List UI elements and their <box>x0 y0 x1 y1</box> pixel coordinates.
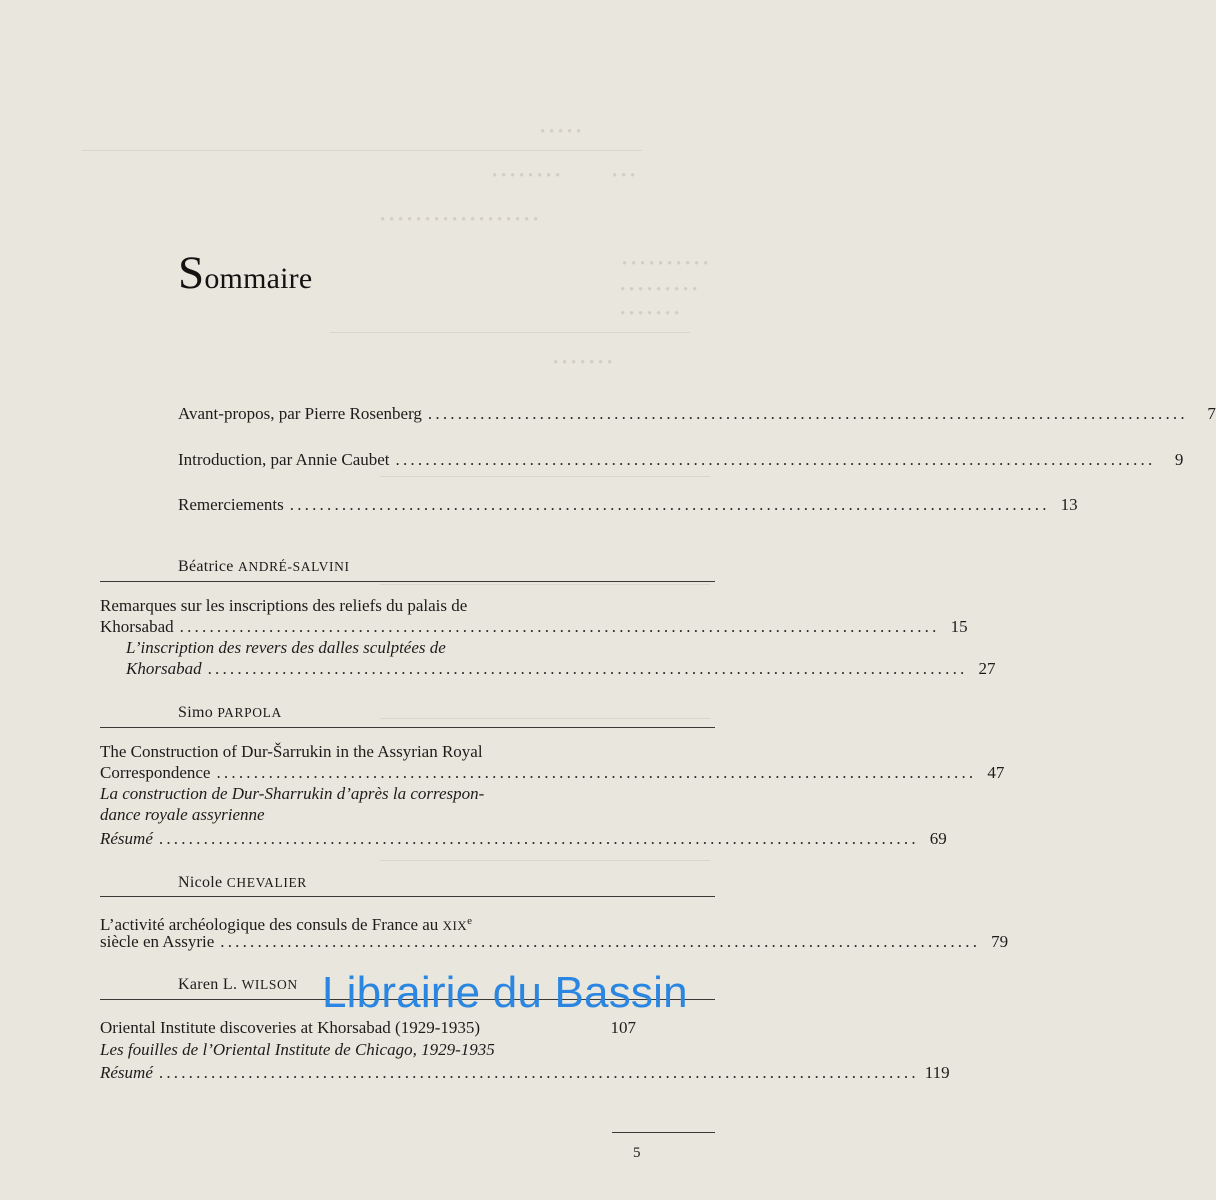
leader-dots: ...................................................................................................... <box>158 829 919 848</box>
page-ref: 7 <box>1207 404 1216 423</box>
leader-dots: ...................................................................................................... <box>216 763 977 782</box>
toc-subentry-line[interactable] <box>100 803 636 827</box>
section-rule <box>100 896 715 897</box>
entry-label: Remerciements <box>178 495 284 514</box>
entry-label: siècle en Assyrie <box>100 932 215 951</box>
subentry-text: L’inscription des revers des dalles sculptées de <box>126 638 446 657</box>
subentry-label: Khorsabad <box>126 659 202 678</box>
section-author: Simo PARPOLA <box>178 704 282 721</box>
book-page: • • • • • • • • • • • • • • • • • • • • • • • • • • • • • • • • • • • • • • • • • • • • • • • • • • • • • • • • • • • • • • • • • • • Sommaire Avant-propos, par Pierre Rosenberg ...................................................................................................... 7 Introduction, par Annie Caubet ...................................................................................................... 9 Remerciements ...................................................................................................... 13 Béatrice ANDRÉ-SALVINI Remarques sur les inscriptions des reliefs du palais de Khorsabad ...................................................................................................... 15 L’inscription des revers des dalles sculptées de Khorsabad ...................................................................................................... 27 Simo PARPOLA The Construction of Dur-Šarrukin in the Assyrian Royal Correspondence ...................................................................................................... 47 La construction de Dur-Sharrukin d’après la correspon- dance royale assyrienne Résumé ...................................................................................................... 69 Nicole CHEVALIER L’activité archéologique des consuls de France au XIXe siècle en Assyrie ...................................................................................................... 79 Karen L. WILSON Oriental Institute discoveries at Khorsabad (1929-1935) 107 Les fouilles de l’Oriental Institute de Chicago, 1929-1935 Résumé ...................................................................................................... 119 5 Librairie du Bassin <box>0 0 715 1200</box>
resume-label: Résumé <box>100 1063 153 1082</box>
footer-rule <box>612 1132 715 1133</box>
section-rule <box>100 581 715 582</box>
leader-dots: ...................................................................................................... <box>158 1063 919 1082</box>
leader-dots: ...................................................................................................... <box>179 617 940 636</box>
leader-dots: ...................................................................................................... <box>395 450 1156 469</box>
page-ref: 47 <box>987 763 1005 782</box>
century-numeral: XIX <box>442 918 468 933</box>
section-author: Nicole CHEVALIER <box>178 874 307 891</box>
subentry-text: Les fouilles de l’Oriental Institute de Chicago, 1929-1935 <box>100 1040 495 1059</box>
century-superscript: e <box>467 915 473 927</box>
toc-entry[interactable] <box>100 1016 636 1040</box>
leader-dots: ...................................................................................................... <box>220 932 981 951</box>
leader-dots: ...................................................................................................... <box>207 659 968 678</box>
page-ref: 15 <box>950 617 968 636</box>
entry-label: Oriental Institute discoveries at Khorsabad (1929-1935) <box>100 1018 481 1037</box>
toc-entry[interactable] <box>178 448 1184 472</box>
toc-subentry[interactable] <box>126 657 996 681</box>
section-author: Karen L. WILSON <box>178 976 298 993</box>
page-number: 5 <box>633 1145 641 1161</box>
entry-text: L’activité archéologique des consuls de France au XIXe <box>100 915 473 934</box>
toc-entry[interactable] <box>100 930 1009 954</box>
toc-entry[interactable] <box>178 493 1078 517</box>
leader-dots: ...................................................................................................... <box>289 495 1050 514</box>
entry-text: The Construction of Dur-Šarrukin in the Assyrian Royal <box>100 742 483 761</box>
toc-entry[interactable] <box>178 402 1216 426</box>
page-ref: 107 <box>610 1018 636 1037</box>
section-rule <box>100 727 715 728</box>
page-ref: 27 <box>978 659 996 678</box>
entry-label: Correspondence <box>100 763 211 782</box>
page-title: Sommaire <box>178 247 313 299</box>
section-author: Béatrice ANDRÉ-SALVINI <box>178 558 350 575</box>
page-ref: 79 <box>991 932 1009 951</box>
entry-label: Khorsabad <box>100 617 174 636</box>
page-ref: 69 <box>929 829 947 848</box>
toc-subentry-line[interactable] <box>100 1038 636 1062</box>
page-ref: 13 <box>1060 495 1078 514</box>
page-ref: 119 <box>924 1063 950 1082</box>
page-ref: 9 <box>1174 450 1184 469</box>
toc-entry[interactable] <box>100 1061 950 1085</box>
entry-label: Avant-propos, par Pierre Rosenberg <box>178 404 422 423</box>
subentry-text: La construction de Dur-Sharrukin d’après la correspon- <box>100 784 485 803</box>
subentry-text: dance royale assyrienne <box>100 805 265 824</box>
watermark-text: Librairie du Bassin <box>322 968 688 1017</box>
toc-entry[interactable] <box>100 827 947 851</box>
entry-label: Introduction, par Annie Caubet <box>178 450 390 469</box>
entry-text: Remarques sur les inscriptions des reliefs du palais de <box>100 596 468 615</box>
leader-dots: ...................................................................................................... <box>427 404 1188 423</box>
resume-label: Résumé <box>100 829 153 848</box>
